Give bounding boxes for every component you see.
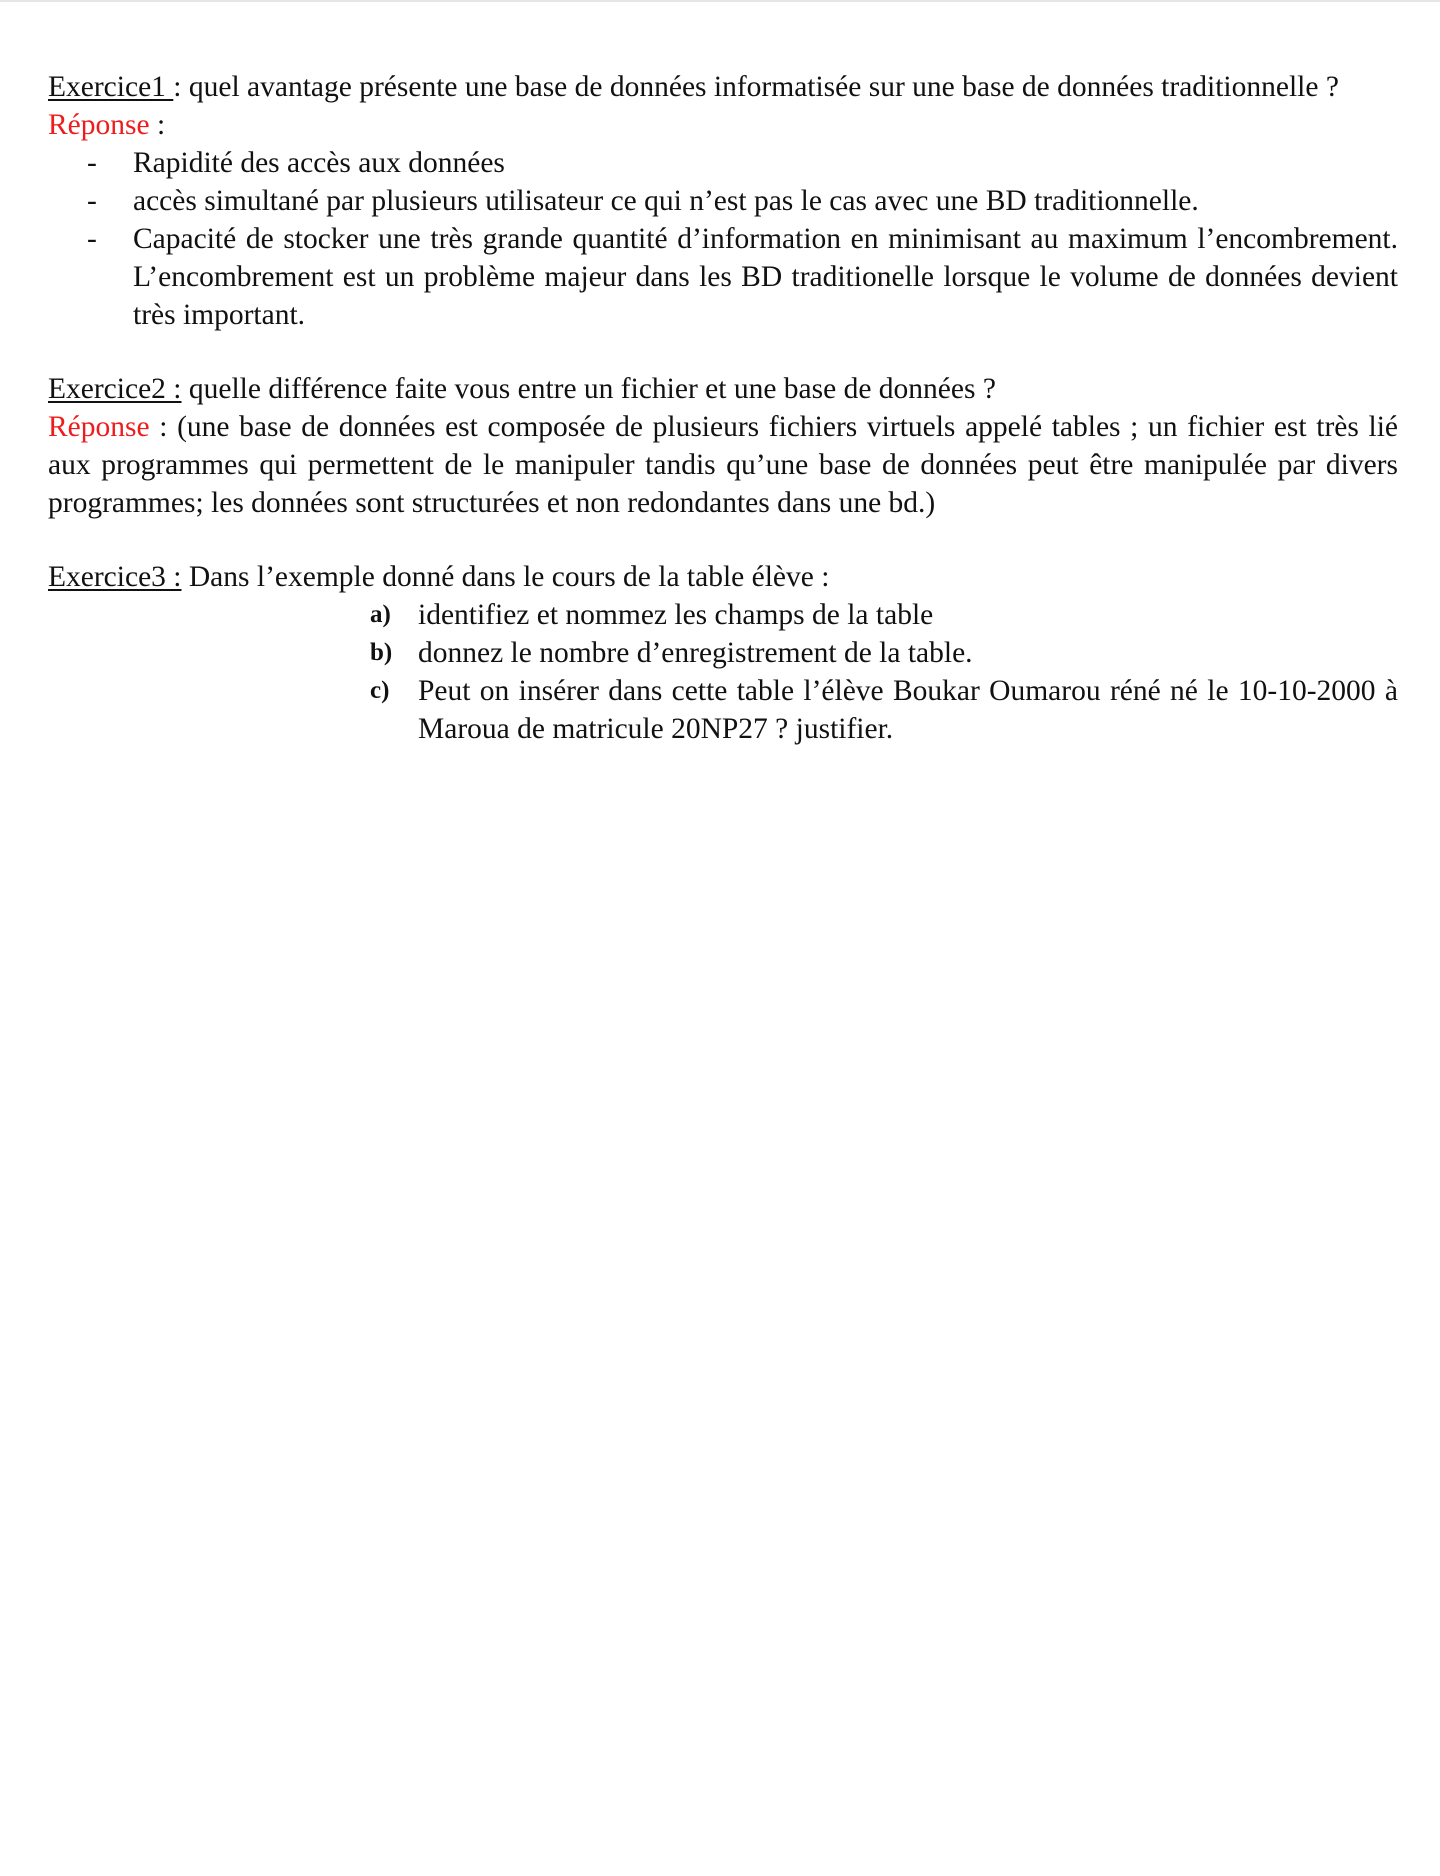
exercise-2-title: Exercice2 : <box>48 373 182 405</box>
exercise-1-answer-colon: : <box>149 109 166 141</box>
exercise-3 <box>48 558 1398 748</box>
list-marker: a) <box>370 601 391 628</box>
exercise-1-answer-line <box>48 106 1398 144</box>
list-item-text: donnez le nombre d’enregistrement de la table. <box>418 637 973 669</box>
exercise-3-task-list <box>48 596 1398 748</box>
exercise-2 <box>48 370 1398 522</box>
dash-bullet: - <box>87 147 97 179</box>
exercise-3-heading <box>48 558 1398 596</box>
list-item <box>48 220 1398 334</box>
list-item <box>48 144 1398 182</box>
list-item-text: Rapidité des accès aux données <box>133 147 505 179</box>
exercise-1-answer-label: Réponse <box>48 109 150 141</box>
exercise-2-heading <box>48 370 1398 408</box>
list-marker: b) <box>370 639 393 666</box>
exercise-1-question: : quel avantage présente une base de données informatisée sur une base de données traditionnelle ? <box>173 71 1339 103</box>
list-item <box>48 182 1398 220</box>
exercise-3-question: Dans l’exemple donné dans le cours de la table élève : <box>181 561 830 593</box>
exercise-2-answer-text: : (une base de données est composée de plusieurs fichiers virtuels appelé tables ; un fichier est très lié aux programmes qui permettent de le manipuler tandis qu’une base de données peut être manipulée par divers programmes; les données sont structurées et non redondantes dans une bd.) <box>48 411 1398 519</box>
exercise-1-title: Exercice1 <box>48 71 174 103</box>
list-item <box>370 596 1398 634</box>
exercise-2-question: quelle différence faite vous entre un fichier et une base de données ? <box>181 373 996 405</box>
dash-bullet: - <box>87 185 97 217</box>
document-page <box>48 68 1398 748</box>
list-item-text: identifiez et nommez les champs de la table <box>418 599 934 631</box>
list-item-text: Peut on insérer dans cette table l’élève Boukar Oumarou réné né le 10-10-2000 à Maroua de matricule 20NP27 ? justifier. <box>418 675 1398 745</box>
exercise-1 <box>48 68 1398 334</box>
exercise-2-answer-label: Réponse <box>48 411 150 443</box>
exercise-1-heading <box>48 68 1398 106</box>
list-item-text: Capacité de stocker une très grande quantité d’information en minimisant au maximum l’encombrement. L’encombrement est un problème majeur dans les BD traditionelle lorsque le volume de données devient très important. <box>133 223 1398 331</box>
list-marker: c) <box>370 677 390 704</box>
dash-bullet: - <box>87 223 97 255</box>
exercise-1-answer-list <box>48 144 1398 334</box>
exercise-2-answer <box>48 408 1398 522</box>
list-item-text: accès simultané par plusieurs utilisateur ce qui n’est pas le cas avec une BD traditionnelle. <box>133 185 1199 217</box>
list-item <box>370 672 1398 748</box>
page-top-border <box>0 0 1440 2</box>
exercise-3-title: Exercice3 : <box>48 561 182 593</box>
list-item <box>370 634 1398 672</box>
